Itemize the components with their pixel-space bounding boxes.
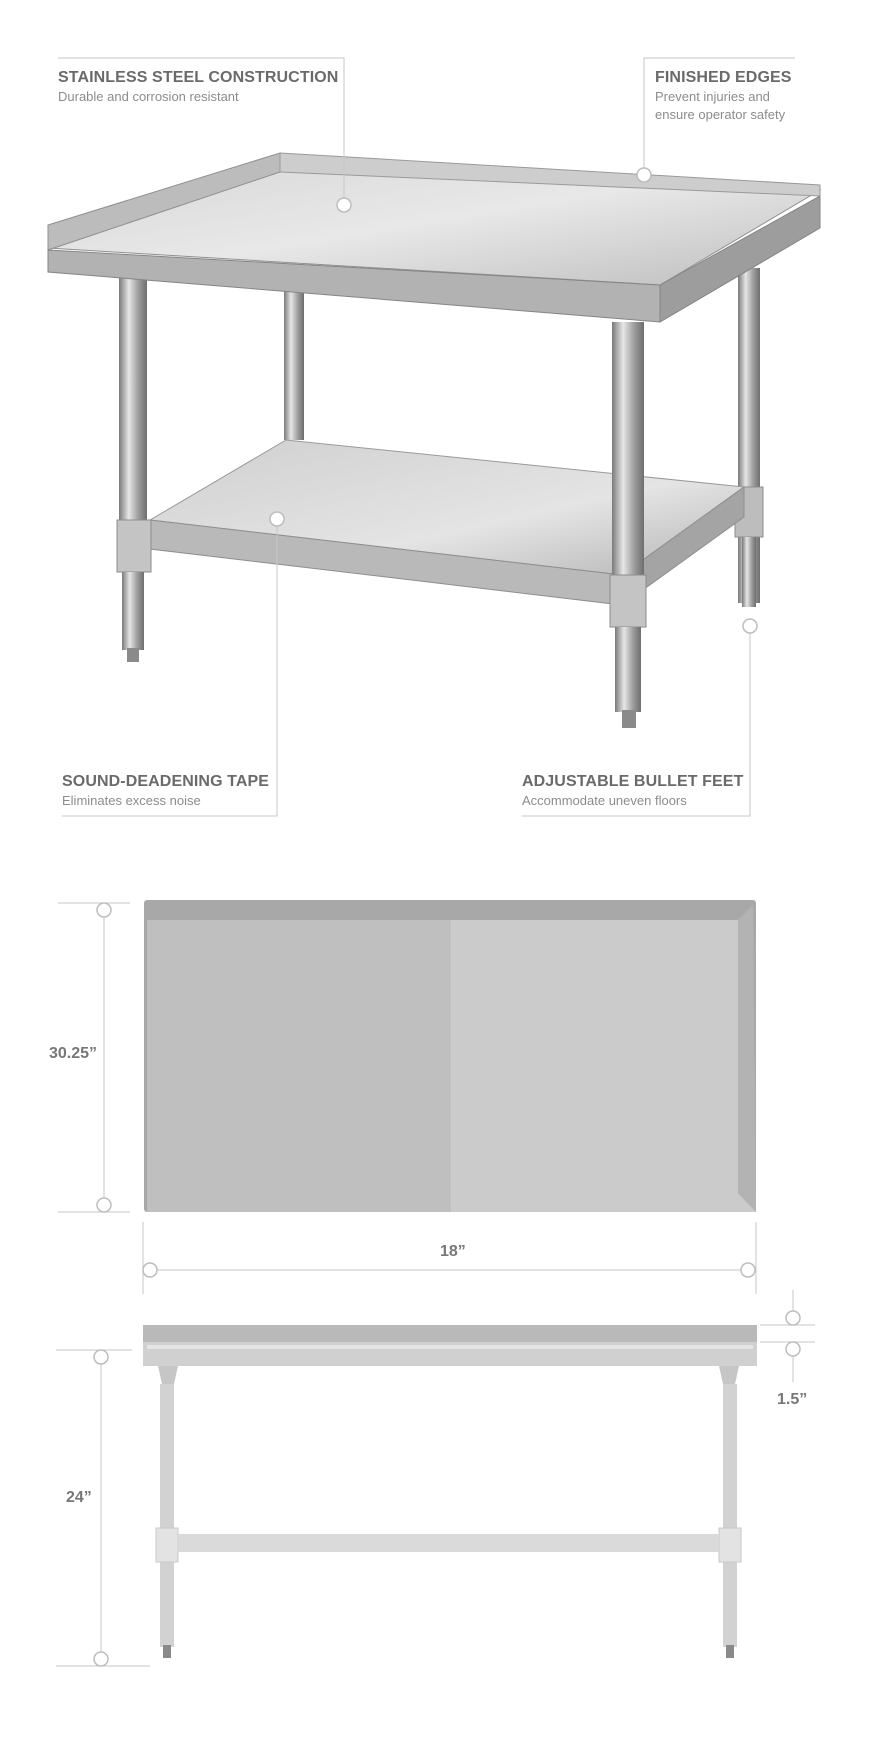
top-view-right-panel [450, 920, 756, 1212]
callout-subtitle: Accommodate uneven floors [522, 793, 687, 809]
back-left-leg [284, 290, 304, 440]
back-right-foot [742, 537, 756, 607]
front-view-right-gusset [719, 1528, 741, 1562]
dot-stainless [337, 198, 351, 212]
front-left-gusset [117, 520, 151, 572]
height-dimension-label: 24” [66, 1489, 92, 1506]
front-view-right-leg [723, 1384, 737, 1647]
depth-dimension-label: 30.25” [49, 1045, 98, 1062]
callout-sound-deadening [62, 772, 269, 809]
dot-feet [743, 619, 757, 633]
callout-subtitle: Durable and corrosion resistant [58, 89, 239, 105]
width-dimension-label: 18” [440, 1243, 466, 1260]
front-right-leg [612, 322, 644, 582]
width-left-dot [143, 1263, 157, 1277]
backsplash-dimension-label: 1.5” [777, 1391, 808, 1408]
top-view-left-panel [147, 920, 450, 1212]
callout-title: ADJUSTABLE BULLET FEET [522, 773, 744, 790]
front-view-crossbar [178, 1534, 719, 1552]
front-view-right-foot [726, 1645, 734, 1658]
backsplash-top-dot [786, 1311, 800, 1325]
depth-bottom-dot [97, 1198, 111, 1212]
top-view-right-bevel [738, 905, 756, 1212]
height-top-dot [94, 1350, 108, 1364]
front-left-leg [119, 278, 147, 528]
callout-bullet-feet [522, 772, 743, 809]
depth-top-dot [97, 903, 111, 917]
callout-title: FINISHED EDGES [655, 69, 792, 86]
front-left-bullet [127, 648, 139, 662]
front-right-bullet [622, 710, 636, 728]
callout-subtitle: Prevent injuries and [655, 89, 770, 105]
front-view-left-leg [160, 1384, 174, 1647]
callout-title: SOUND-DEADENING TAPE [62, 773, 270, 790]
dot-edges [637, 168, 651, 182]
front-right-foot [615, 627, 641, 712]
front-left-foot [122, 572, 144, 650]
callout-subtitle-line2: ensure operator safety [655, 106, 786, 122]
callout-subtitle: Eliminates excess noise [62, 793, 201, 809]
front-right-gusset [610, 575, 646, 627]
front-view-left-gusset [156, 1528, 178, 1562]
front-view-backsplash [143, 1325, 757, 1342]
dot-tape [270, 512, 284, 526]
table-photo [48, 153, 820, 728]
width-right-dot [741, 1263, 755, 1277]
callout-finished-edges [655, 68, 792, 122]
backsplash-bottom-dot [786, 1342, 800, 1356]
front-view-diagram [143, 1325, 757, 1658]
callout-stainless-steel [58, 68, 338, 105]
front-view-left-foot [163, 1645, 171, 1658]
height-bottom-dot [94, 1652, 108, 1666]
top-view-diagram [144, 900, 756, 1212]
callout-title: STAINLESS STEEL CONSTRUCTION [58, 69, 339, 86]
